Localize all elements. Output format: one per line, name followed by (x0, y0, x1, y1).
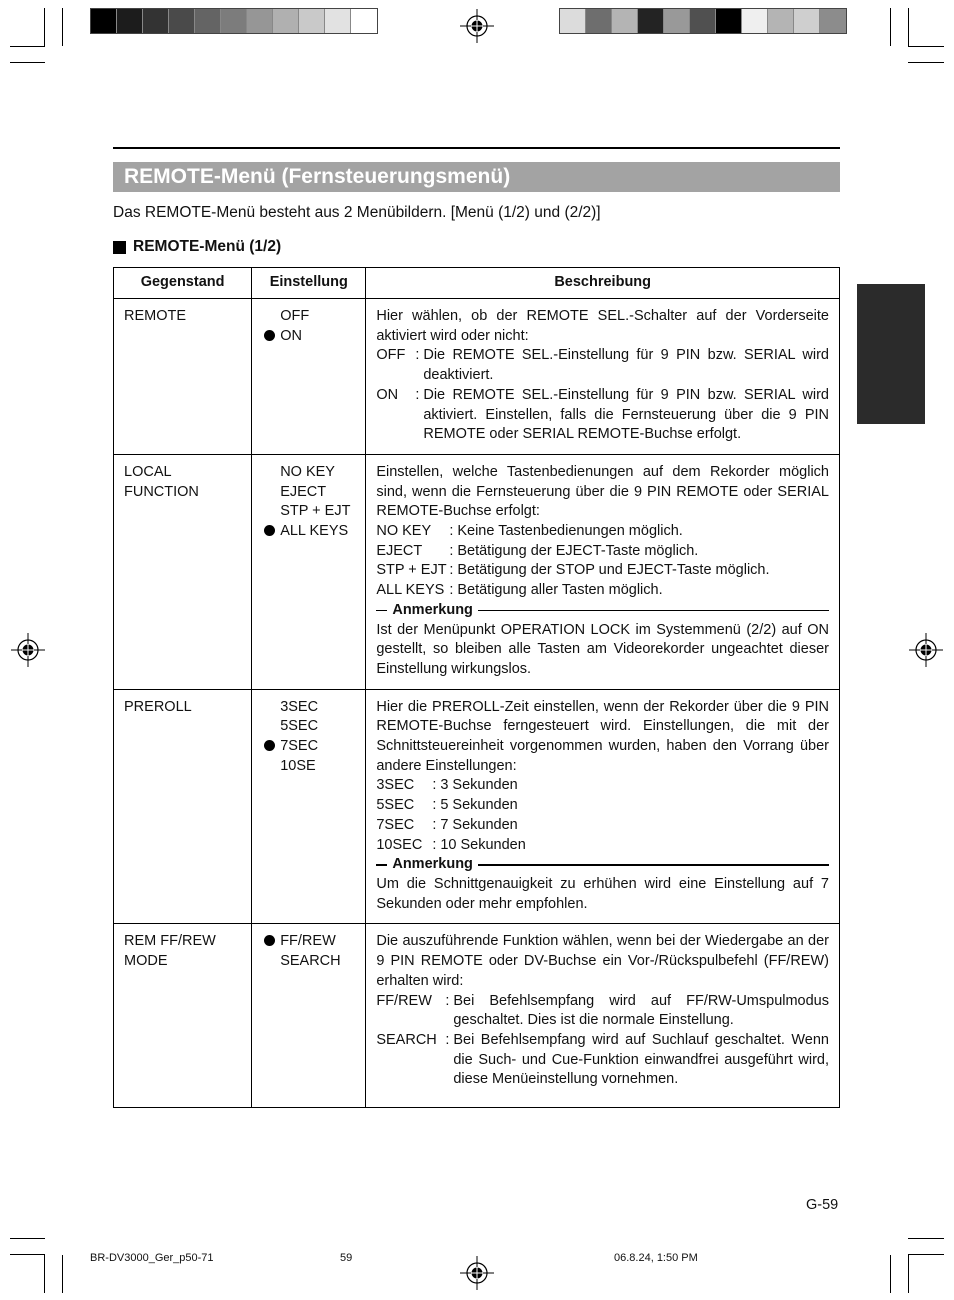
color-swatch (273, 9, 299, 33)
color-swatch (560, 9, 586, 33)
color-swatch (768, 9, 794, 33)
setting-option-label: ON (280, 327, 302, 344)
registration-mark-top (460, 9, 494, 43)
color-swatch (143, 9, 169, 33)
option-value: Betätigung der EJECT-Taste möglich. (457, 542, 699, 559)
option-explanation: 10SEC : 10 Sekunden (376, 836, 829, 856)
setting-cell (252, 924, 366, 1108)
item-name: LOCAL (124, 463, 172, 480)
setting-cell (252, 454, 366, 689)
note-label: Anmerkung (392, 601, 473, 618)
option-value: Betätigung aller Tasten möglich. (457, 582, 663, 599)
page-title: REMOTE-Menü (Fernsteuerungsmenü) (113, 162, 840, 192)
option-key: STP + EJT (376, 562, 447, 579)
section-heading (113, 238, 281, 256)
option-explanation: 3SEC : 3 Sekunden (376, 776, 829, 796)
note-heading (376, 601, 829, 621)
option-explanation: FF/REW : Bei Befehlsempfang wird auf FF/RW-Umspulmodus geschaltet. Dies ist die normale Einstellung. (376, 992, 829, 1031)
default-marker-icon (264, 737, 280, 757)
description-cell (366, 689, 840, 924)
remote-menu-table (113, 267, 840, 1108)
color-swatch (690, 9, 716, 33)
option-value: Bei Befehlsempfang wird auf FF/RW-Umspulmodus geschaltet. Dies ist die normale Einstellung. (453, 992, 829, 1029)
description-cell (366, 924, 840, 1108)
column-header-description: Beschreibung (366, 268, 840, 299)
option-key: 7SEC (376, 816, 415, 833)
default-marker-icon (264, 932, 280, 952)
setting-option-label: 10SE (280, 757, 316, 774)
square-bullet-icon (113, 241, 126, 254)
setting-option (264, 737, 355, 757)
setting-option-label: OFF (280, 308, 310, 324)
setting-option-label: EJECT (280, 483, 327, 500)
setting-option (264, 307, 355, 327)
registration-mark-bottom (460, 1256, 494, 1290)
color-swatch (91, 9, 117, 33)
note-text: Um die Schnittgenauigkeit zu erhühen wird eine Einstellung auf 7 Sekunden oder mehr empfohlen. (376, 875, 829, 912)
table-row (114, 299, 840, 455)
option-explanation: STP + EJT : Betätigung der STOP und EJECT-Taste möglich. (376, 561, 829, 581)
option-explanation: SEARCH : Bei Befehlsempfang wird auf Suchlauf geschaltet. Wenn die Such- und Cue-Funktion einwandfrei ausgeführt wird, diese Menüeinstellung vornehmen. (376, 1031, 829, 1090)
color-swatch (742, 9, 768, 33)
item-cell (114, 454, 252, 689)
note-text: Ist der Menüpunkt OPERATION LOCK im Systemmenü (2/2) auf ON gestellt, so bleiben alle Tasten am Videorekorder ungeachtet dieser Einstellung wirkungslos. (376, 621, 829, 677)
color-swatch (195, 9, 221, 33)
color-swatch (794, 9, 820, 33)
color-swatch (117, 9, 143, 33)
default-marker-icon (264, 522, 280, 542)
option-key: FF/REW (376, 992, 432, 1009)
registration-mark-right (909, 633, 943, 667)
option-explanation: ALL KEYS : Betätigung aller Tasten möglich. (376, 581, 829, 601)
option-key: 3SEC (376, 777, 415, 794)
item-name: FUNCTION (124, 483, 199, 500)
description-text: Die auszuführende Funktion wählen, wenn bei der Wiedergabe an der 9 PIN REMOTE oder DV-Buchse ein Vor-/Rückspulbefehl (FF/REW) erhalten wird: (376, 933, 829, 989)
option-value: Die REMOTE SEL.-Einstellung für 9 PIN bzw. SERIAL wird deaktiviert. (423, 347, 829, 384)
color-swatch (351, 9, 377, 33)
color-swatch (169, 9, 195, 33)
table-header-row (114, 268, 840, 299)
column-header-item: Gegenstand (114, 268, 252, 299)
intro-text: Das REMOTE-Menü besteht aus 2 Menübildern. [Menü (1/2) und (2/2)] (113, 204, 601, 221)
description-text: Hier die PREROLL-Zeit einstellen, wenn der Rekorder über die 9 PIN REMOTE-Buchse ferngesteuert wird. Einstellungen, die mit der Schnittsteuereinheit vorgenommen wurden, haben den Vorrang über andere Einstellungen: (376, 698, 829, 774)
option-value: Betätigung der STOP und EJECT-Taste möglich. (457, 562, 770, 579)
option-key: 10SEC (376, 836, 423, 853)
footer-date: 06.8.24, 1:50 PM (614, 1252, 698, 1264)
option-key: OFF (376, 347, 406, 364)
color-swatch (612, 9, 638, 33)
table-row (114, 924, 840, 1108)
option-key: ALL KEYS (376, 582, 445, 599)
option-value: 10 Sekunden (440, 836, 526, 853)
option-key: EJECT (376, 542, 423, 559)
item-cell (114, 299, 252, 455)
note-heading (376, 855, 829, 875)
option-explanation: EJECT : Betätigung der EJECT-Taste möglich. (376, 542, 829, 562)
item-name: REMOTE (124, 308, 187, 324)
option-explanation: 7SEC : 7 Sekunden (376, 816, 829, 836)
setting-option-label: ALL KEYS (280, 523, 349, 540)
setting-option-label: NO KEY (280, 463, 335, 480)
item-name: PREROLL (124, 698, 192, 715)
description-cell (366, 299, 840, 455)
option-value: 3 Sekunden (440, 777, 518, 794)
setting-option (264, 522, 355, 542)
description-cell (366, 454, 840, 689)
setting-option-label: STP + EJT (280, 503, 351, 520)
option-value: Keine Tastenbedienungen möglich. (457, 523, 683, 540)
page-number: G-59 (806, 1197, 839, 1213)
table-row (114, 689, 840, 924)
top-rule (113, 147, 840, 149)
option-explanation: OFF : Die REMOTE SEL.-Einstellung für 9 PIN bzw. SERIAL wird deaktiviert. (376, 346, 829, 385)
color-swatch (638, 9, 664, 33)
option-explanation: 5SEC : 5 Sekunden (376, 796, 829, 816)
setting-option-label: SEARCH (280, 953, 341, 970)
option-value: Bei Befehlsempfang wird auf Suchlauf geschaltet. Wenn die Such- und Cue-Funktion einwandfrei ausgeführt wird, diese Menüeinstellung vornehmen. (453, 1031, 829, 1088)
side-thumb-tab (857, 284, 925, 424)
setting-option (264, 698, 355, 718)
option-value: Die REMOTE SEL.-Einstellung für 9 PIN bzw. SERIAL wird aktiviert. Einstellen, falls die Fernsteuerung über die 9 PIN REMOTE oder SERIAL REMOTE-Buchse erfolgt. (423, 386, 829, 443)
color-swatch (586, 9, 612, 33)
setting-cell (252, 689, 366, 924)
color-swatch (247, 9, 273, 33)
section-heading-text: REMOTE-Menü (1/2) (133, 238, 282, 255)
color-swatch (820, 9, 846, 33)
description-text: Einstellen, welche Tastenbedienungen auf dem Rekorder möglich sind, wenn die Fernsteuerung über die 9 PIN REMOTE oder SERIAL REMOTE-Buchse erfolgt: (376, 463, 829, 520)
color-calibration-bar-left (90, 8, 378, 34)
option-explanation: ON : Die REMOTE SEL.-Einstellung für 9 PIN bzw. SERIAL wird aktiviert. Einstellen, falls die Fernsteuerung über die 9 PIN REMOTE oder SERIAL REMOTE-Buchse erfolgt. (376, 386, 829, 445)
note-label: Anmerkung (392, 856, 473, 873)
setting-option (264, 952, 355, 972)
setting-option-label: 7SEC (280, 738, 319, 755)
option-key: NO KEY (376, 523, 432, 540)
color-swatch (325, 9, 351, 33)
setting-cell (252, 299, 366, 455)
setting-option (264, 757, 355, 777)
item-cell (114, 689, 252, 924)
item-name: MODE (124, 953, 168, 970)
description-text: Hier wählen, ob der REMOTE SEL.-Schalter auf der Vorderseite aktiviert wird oder nicht: (376, 308, 829, 344)
setting-option (264, 932, 355, 952)
setting-option-label: FF/REW (280, 933, 336, 950)
option-key: ON (376, 386, 399, 403)
item-name: REM FF/REW (124, 933, 216, 950)
color-swatch (716, 9, 742, 33)
setting-option (264, 483, 355, 503)
color-swatch (664, 9, 690, 33)
table-row (114, 454, 840, 689)
setting-option (264, 327, 355, 347)
option-explanation: NO KEY : Keine Tastenbedienungen möglich. (376, 522, 829, 542)
option-value: 5 Sekunden (440, 797, 518, 814)
footer-filename: BR-DV3000_Ger_p50-71 (90, 1252, 214, 1264)
setting-option (264, 463, 355, 483)
setting-option (264, 717, 355, 737)
setting-option-label: 5SEC (280, 718, 319, 735)
setting-option (264, 502, 355, 522)
footer-page: 59 (340, 1252, 353, 1264)
color-calibration-bar-right (559, 8, 847, 34)
default-marker-icon (264, 327, 280, 347)
color-swatch (221, 9, 247, 33)
option-value: 7 Sekunden (440, 816, 518, 833)
registration-mark-left (11, 633, 45, 667)
column-header-setting: Einstellung (252, 268, 366, 299)
option-key: SEARCH (376, 1031, 437, 1048)
option-key: 5SEC (376, 797, 415, 814)
setting-option-label: 3SEC (280, 698, 319, 715)
color-swatch (299, 9, 325, 33)
item-cell (114, 924, 252, 1108)
